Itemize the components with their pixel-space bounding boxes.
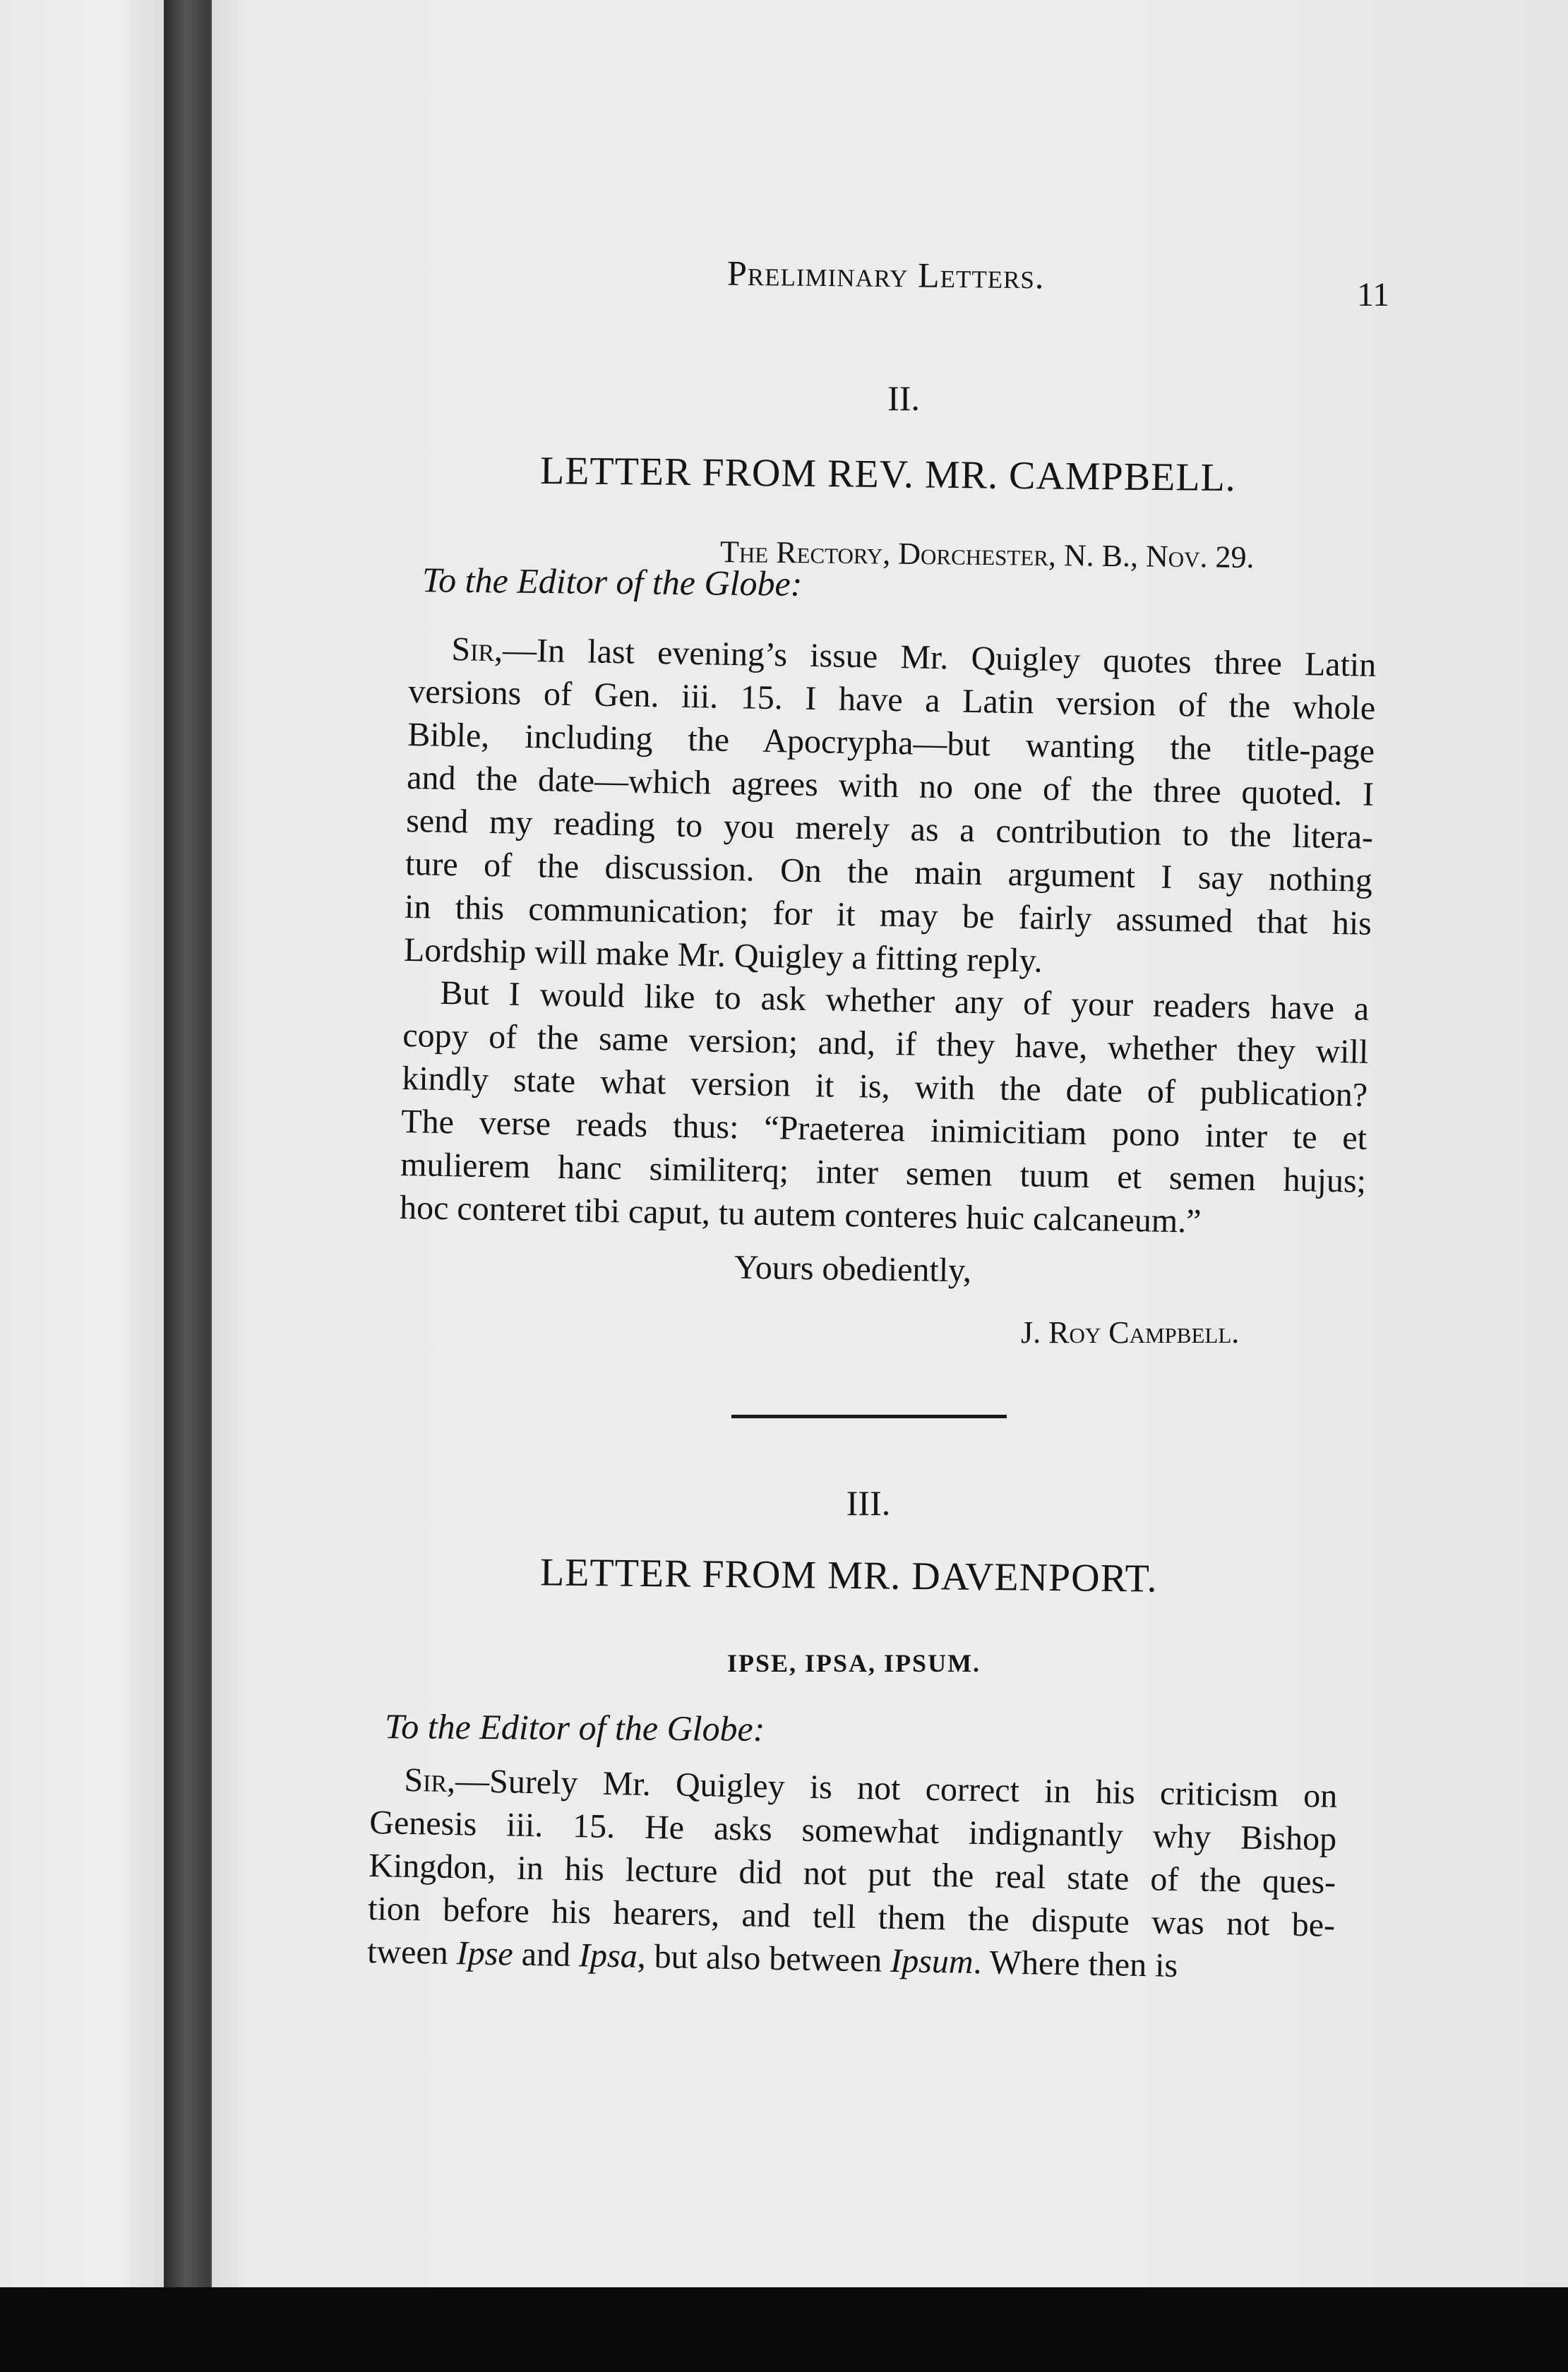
page-number: 11 xyxy=(1357,276,1390,313)
paragraph-line: Kingdon, in his lecture did not put the real state of the ques- xyxy=(368,1846,1336,1901)
letter-2-dateline: The Rectory, Dorchester, N. B., Nov. 29. xyxy=(719,534,1255,575)
line-text: , but also between xyxy=(637,1937,891,1979)
paragraph-line: Lordship will make Mr. Quigley a fitting reply. xyxy=(403,930,1043,980)
line-text: tween xyxy=(366,1932,457,1972)
letter-2-signature: J. Roy Campbell. xyxy=(1021,1315,1240,1350)
scan-background xyxy=(0,2287,1568,2372)
letter-2-numeral: II. xyxy=(887,378,920,418)
line-text: —In last evening’s issue Mr. Quigley quotes three Latin xyxy=(502,631,1377,684)
paragraph-line: kindly state what version it is, with the date of publication? xyxy=(401,1059,1368,1114)
letter-2-closing: Yours obediently, xyxy=(734,1248,972,1290)
letter-2-salutation: To the Editor of the Globe: xyxy=(421,560,803,604)
salutation-lead: Sir, xyxy=(403,1761,456,1800)
line-text: . Where then is xyxy=(973,1943,1178,1984)
paragraph-line: copy of the same version; and, if they have, whether they will xyxy=(402,1016,1369,1071)
paragraph-line: Bible, including the Apocrypha—but wanting the title-page xyxy=(407,715,1375,770)
paragraph-line: versions of Gen. iii. 15. I have a Latin version of the whole xyxy=(407,672,1376,727)
paragraph-line: and the date—which agrees with no one of the three quoted. I xyxy=(406,758,1375,813)
letter-2-heading: LETTER FROM REV. MR. CAMPBELL. xyxy=(539,448,1237,501)
italic-word-ipsum: Ipsum xyxy=(890,1941,974,1981)
italic-word-ipse: Ipse xyxy=(456,1934,514,1973)
left-page-edge xyxy=(0,0,164,2287)
paragraph-line: Genesis iii. 15. He asks somewhat indignantly why Bishop xyxy=(369,1803,1337,1858)
salutation-lead: Sir, xyxy=(450,630,503,669)
letter-3-salutation: To the Editor of the Globe: xyxy=(384,1706,765,1749)
paragraph-line: hoc conteret tibi caput, tu autem conteres huic calcaneum.” xyxy=(399,1188,1202,1240)
running-head: Preliminary Letters. xyxy=(726,253,1045,296)
paragraph-line: mulierem hanc similiterq; inter semen tuum et semen hujus; xyxy=(400,1145,1367,1200)
paragraph-line: But I would like to ask whether any of your readers have a xyxy=(439,974,1370,1028)
paragraph-line: tion before his hearers, and tell them the dispute was not be- xyxy=(367,1889,1336,1944)
letter-2-paragraph-1 xyxy=(403,627,1376,988)
letter-3-numeral: III. xyxy=(846,1483,891,1523)
paragraph-line: The verse reads thus: “Praeterea inimicitiam pono inter te et xyxy=(400,1102,1367,1157)
line-text: —Surely Mr. Quigley is not correct in his criticism on xyxy=(455,1762,1338,1815)
letter-3-heading: LETTER FROM MR. DAVENPORT. xyxy=(539,1550,1158,1601)
letter-3-paragraph-1 xyxy=(367,1758,1338,1990)
paragraph-line: ture of the discussion. On the main argument I say nothing xyxy=(405,844,1373,899)
paragraph-line: send my reading to you merely as a contribution to the litera- xyxy=(405,801,1374,856)
letter-3-subhead: IPSE, IPSA, IPSUM. xyxy=(727,1649,981,1677)
section-divider xyxy=(731,1415,1007,1418)
line-text: and xyxy=(513,1935,580,1975)
letter-2-paragraph-2 xyxy=(400,971,1370,1246)
paragraph-line: in this communication; for it may be fairly assumed that his xyxy=(404,887,1372,942)
italic-word-ipsa: Ipsa xyxy=(578,1936,638,1975)
